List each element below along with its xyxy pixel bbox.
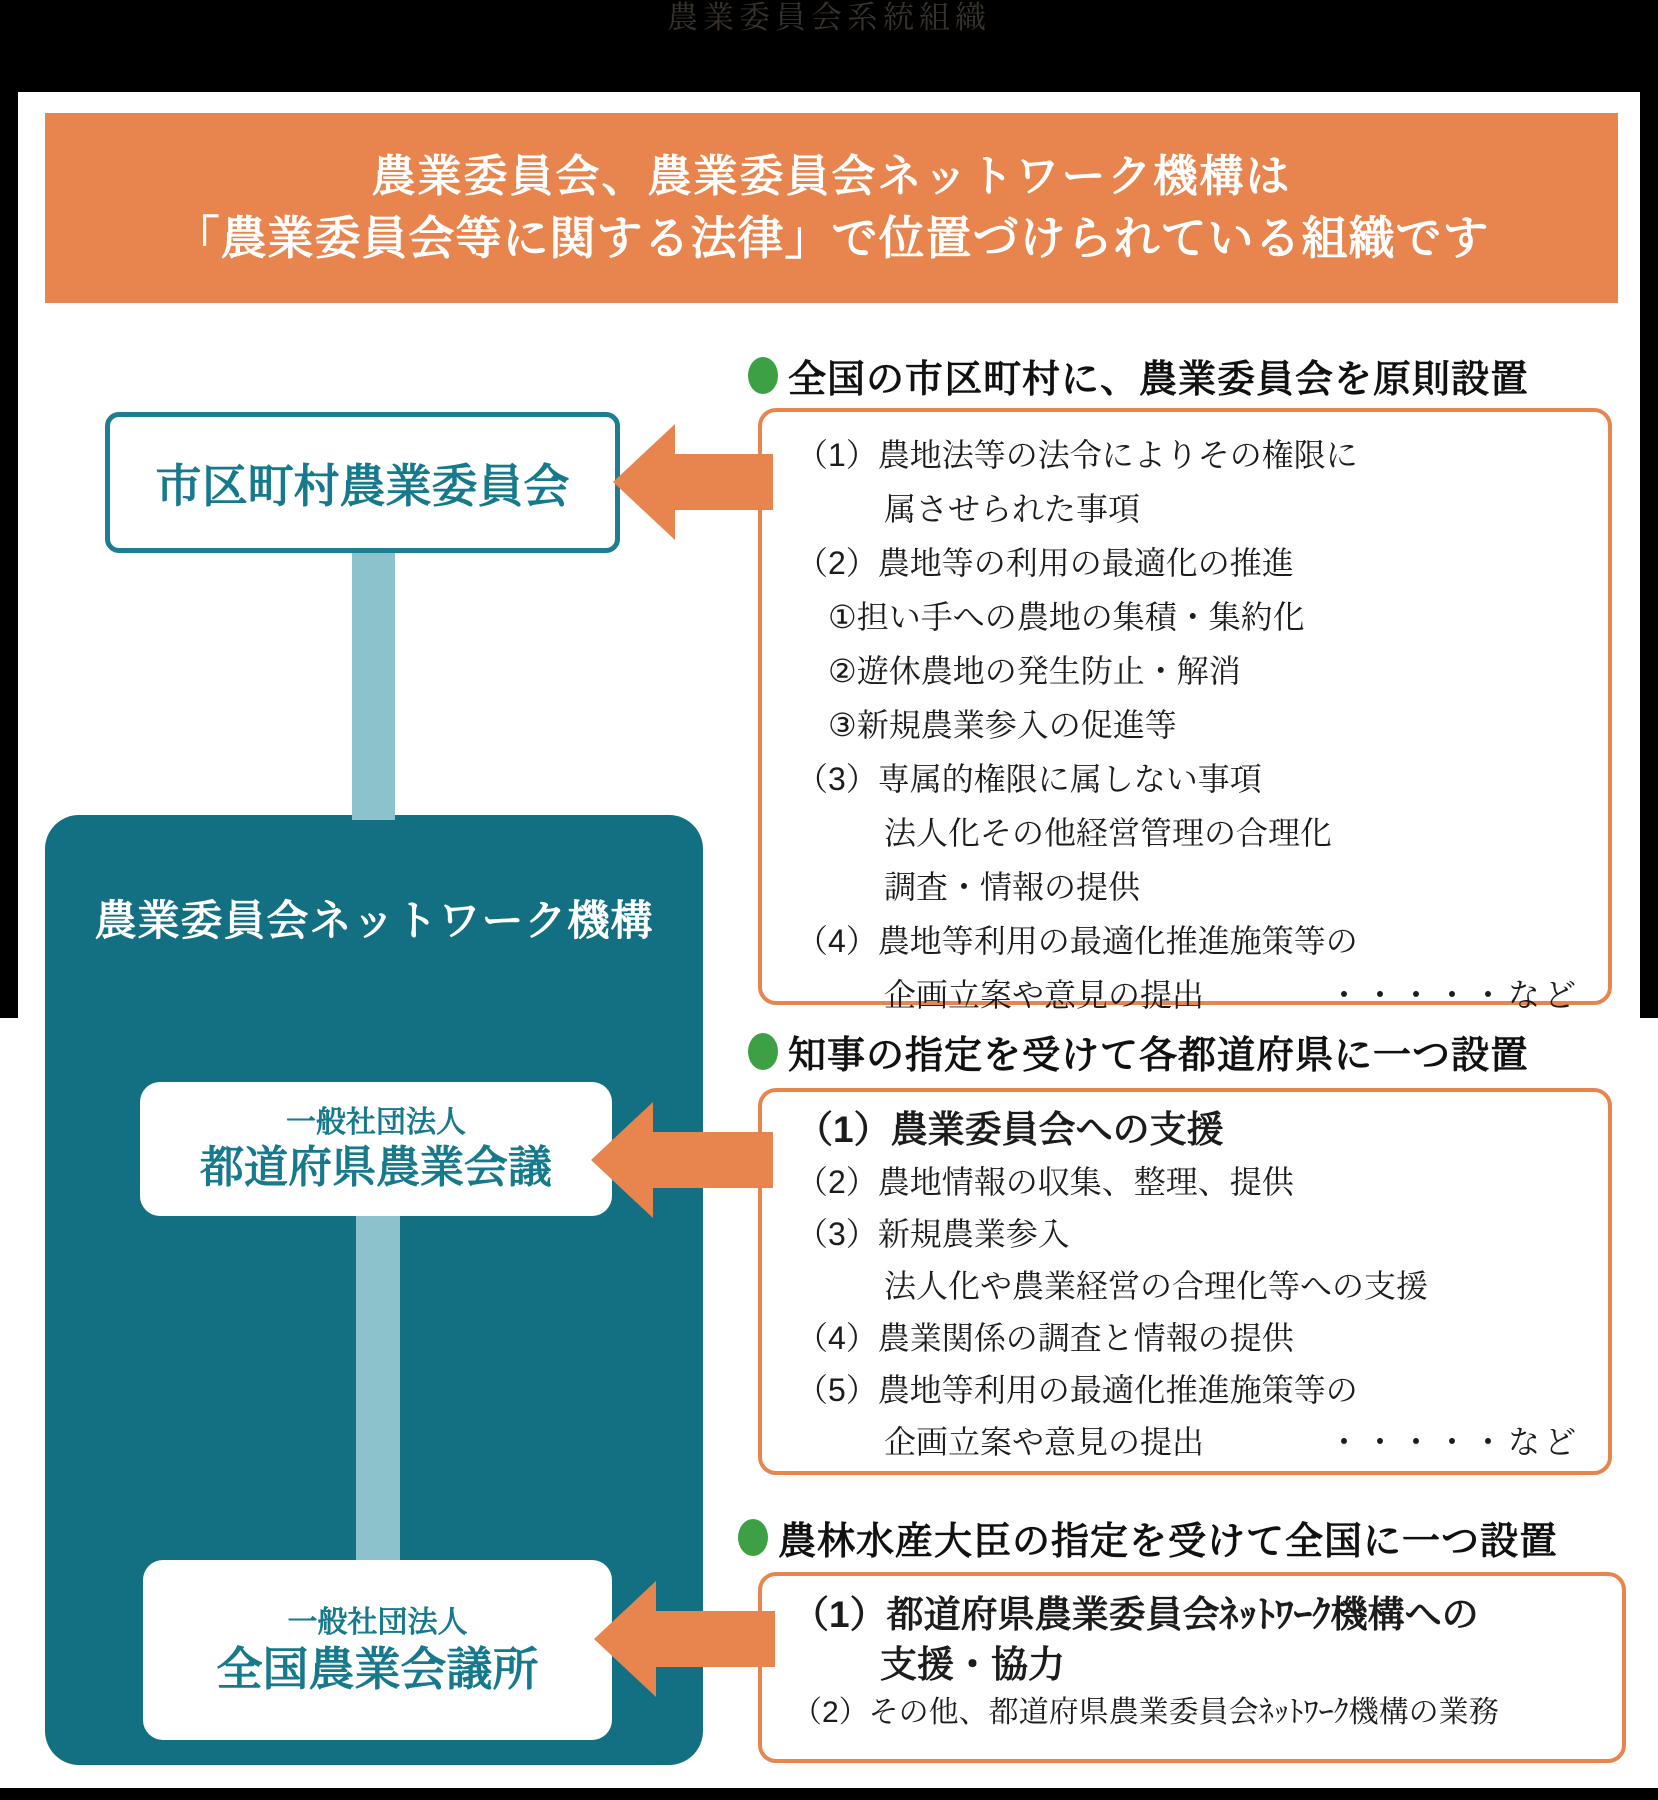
list-line: 支援・協力 xyxy=(880,1644,1065,1685)
frame-right-bar xyxy=(1640,0,1658,1018)
list-line: 法人化や農業経営の合理化等への支援 xyxy=(884,1268,1429,1304)
page-title: 農業委員会系統組織 xyxy=(667,0,991,35)
national-chamber-title: 全国農業会議所 xyxy=(216,1643,539,1695)
list-line: 調査・情報の提供 xyxy=(884,869,1141,905)
frame-left-bar xyxy=(0,0,18,1018)
list-line: （3）専属的権限に属しない事項 xyxy=(796,761,1262,797)
section-municipal-heading xyxy=(748,348,1529,403)
national-duties-box xyxy=(758,1572,1626,1763)
list-line: （1）農地法等の法令によりその権限に xyxy=(796,437,1358,473)
list-line: ③新規農業参入の促進等 xyxy=(828,707,1177,743)
list-line: 属させられた事項 xyxy=(884,491,1141,527)
etc-ellipsis: ・・・・・など xyxy=(1327,977,1580,1013)
green-bullet-icon xyxy=(738,1519,768,1556)
municipal-committee-box xyxy=(105,412,620,553)
national-chamber-box xyxy=(143,1560,612,1740)
prefectural-council-title: 都道府県農業会議 xyxy=(200,1143,552,1192)
municipal-duties-box xyxy=(758,408,1612,1013)
arrow-left-icon xyxy=(613,424,773,540)
list-line: ①担い手への農地の集積・集約化 xyxy=(828,599,1305,635)
list-line: （3）新規農業参入 xyxy=(796,1216,1070,1252)
connector-municipal-to-network xyxy=(352,548,395,820)
frame-bottom-bar xyxy=(0,1788,1658,1800)
list-line-text: 企画立案や意見の提出 xyxy=(884,1424,1205,1460)
list-line: （2）その他、都道府県農業委員会ﾈｯﾄﾜｰｸ機構の業務 xyxy=(792,1696,1499,1729)
section-prefectural-heading-text: 知事の指定を受けて各都道府県に一つ設置 xyxy=(788,1035,1530,1077)
list-line: 法人化その他経営管理の合理化 xyxy=(884,815,1333,851)
list-line: （1）農業委員会への支援 xyxy=(796,1109,1224,1150)
prefectural-council-box xyxy=(140,1082,612,1216)
etc-ellipsis: ・・・・・など xyxy=(1327,1424,1580,1460)
section-national-heading xyxy=(738,1510,1558,1565)
list-line: （4）農地等利用の最適化推進施策等の xyxy=(796,923,1358,959)
list-line: （2）農地等の利用の最適化の推進 xyxy=(796,545,1294,581)
list-line-text: 企画立案や意見の提出 xyxy=(884,977,1205,1013)
connector-prefectural-to-national xyxy=(356,1216,400,1564)
list-line: （1）都道府県農業委員会ﾈｯﾄﾜｰｸ機構への xyxy=(792,1594,1479,1635)
section-prefectural-heading xyxy=(748,1024,1529,1079)
list-line xyxy=(796,968,1580,1022)
network-organization-label: 農業委員会ネットワーク機構 xyxy=(94,897,654,944)
prefectural-council-subtitle: 一般社団法人 xyxy=(286,1106,466,1139)
municipal-committee-label: 市区町村農業委員会 xyxy=(155,459,570,512)
green-bullet-icon xyxy=(748,357,778,394)
list-line: （4）農業関係の調査と情報の提供 xyxy=(796,1320,1294,1356)
arrow-left-icon xyxy=(591,1102,773,1218)
banner-line-1: 農業委員会、農業委員会ネットワーク機構は xyxy=(371,152,1292,201)
banner-line-2: 「農業委員会等に関する法律」で位置づけられている組織です xyxy=(173,212,1490,264)
list-line: （5）農地等利用の最適化推進施策等の xyxy=(796,1372,1358,1408)
section-national-heading-text: 農林水産大臣の指定を受けて全国に一つ設置 xyxy=(778,1521,1559,1563)
section-municipal-heading-text: 全国の市区町村に、農業委員会を原則設置 xyxy=(788,359,1530,401)
arrow-left-icon xyxy=(594,1581,775,1697)
national-chamber-subtitle: 一般社団法人 xyxy=(287,1606,468,1639)
list-line: （2）農地情報の収集、整理、提供 xyxy=(796,1164,1294,1200)
headline-banner xyxy=(45,113,1618,303)
green-bullet-icon xyxy=(748,1033,778,1070)
list-line xyxy=(796,1416,1580,1468)
list-line: ②遊休農地の発生防止・解消 xyxy=(828,653,1241,689)
prefectural-duties-box xyxy=(758,1088,1612,1475)
